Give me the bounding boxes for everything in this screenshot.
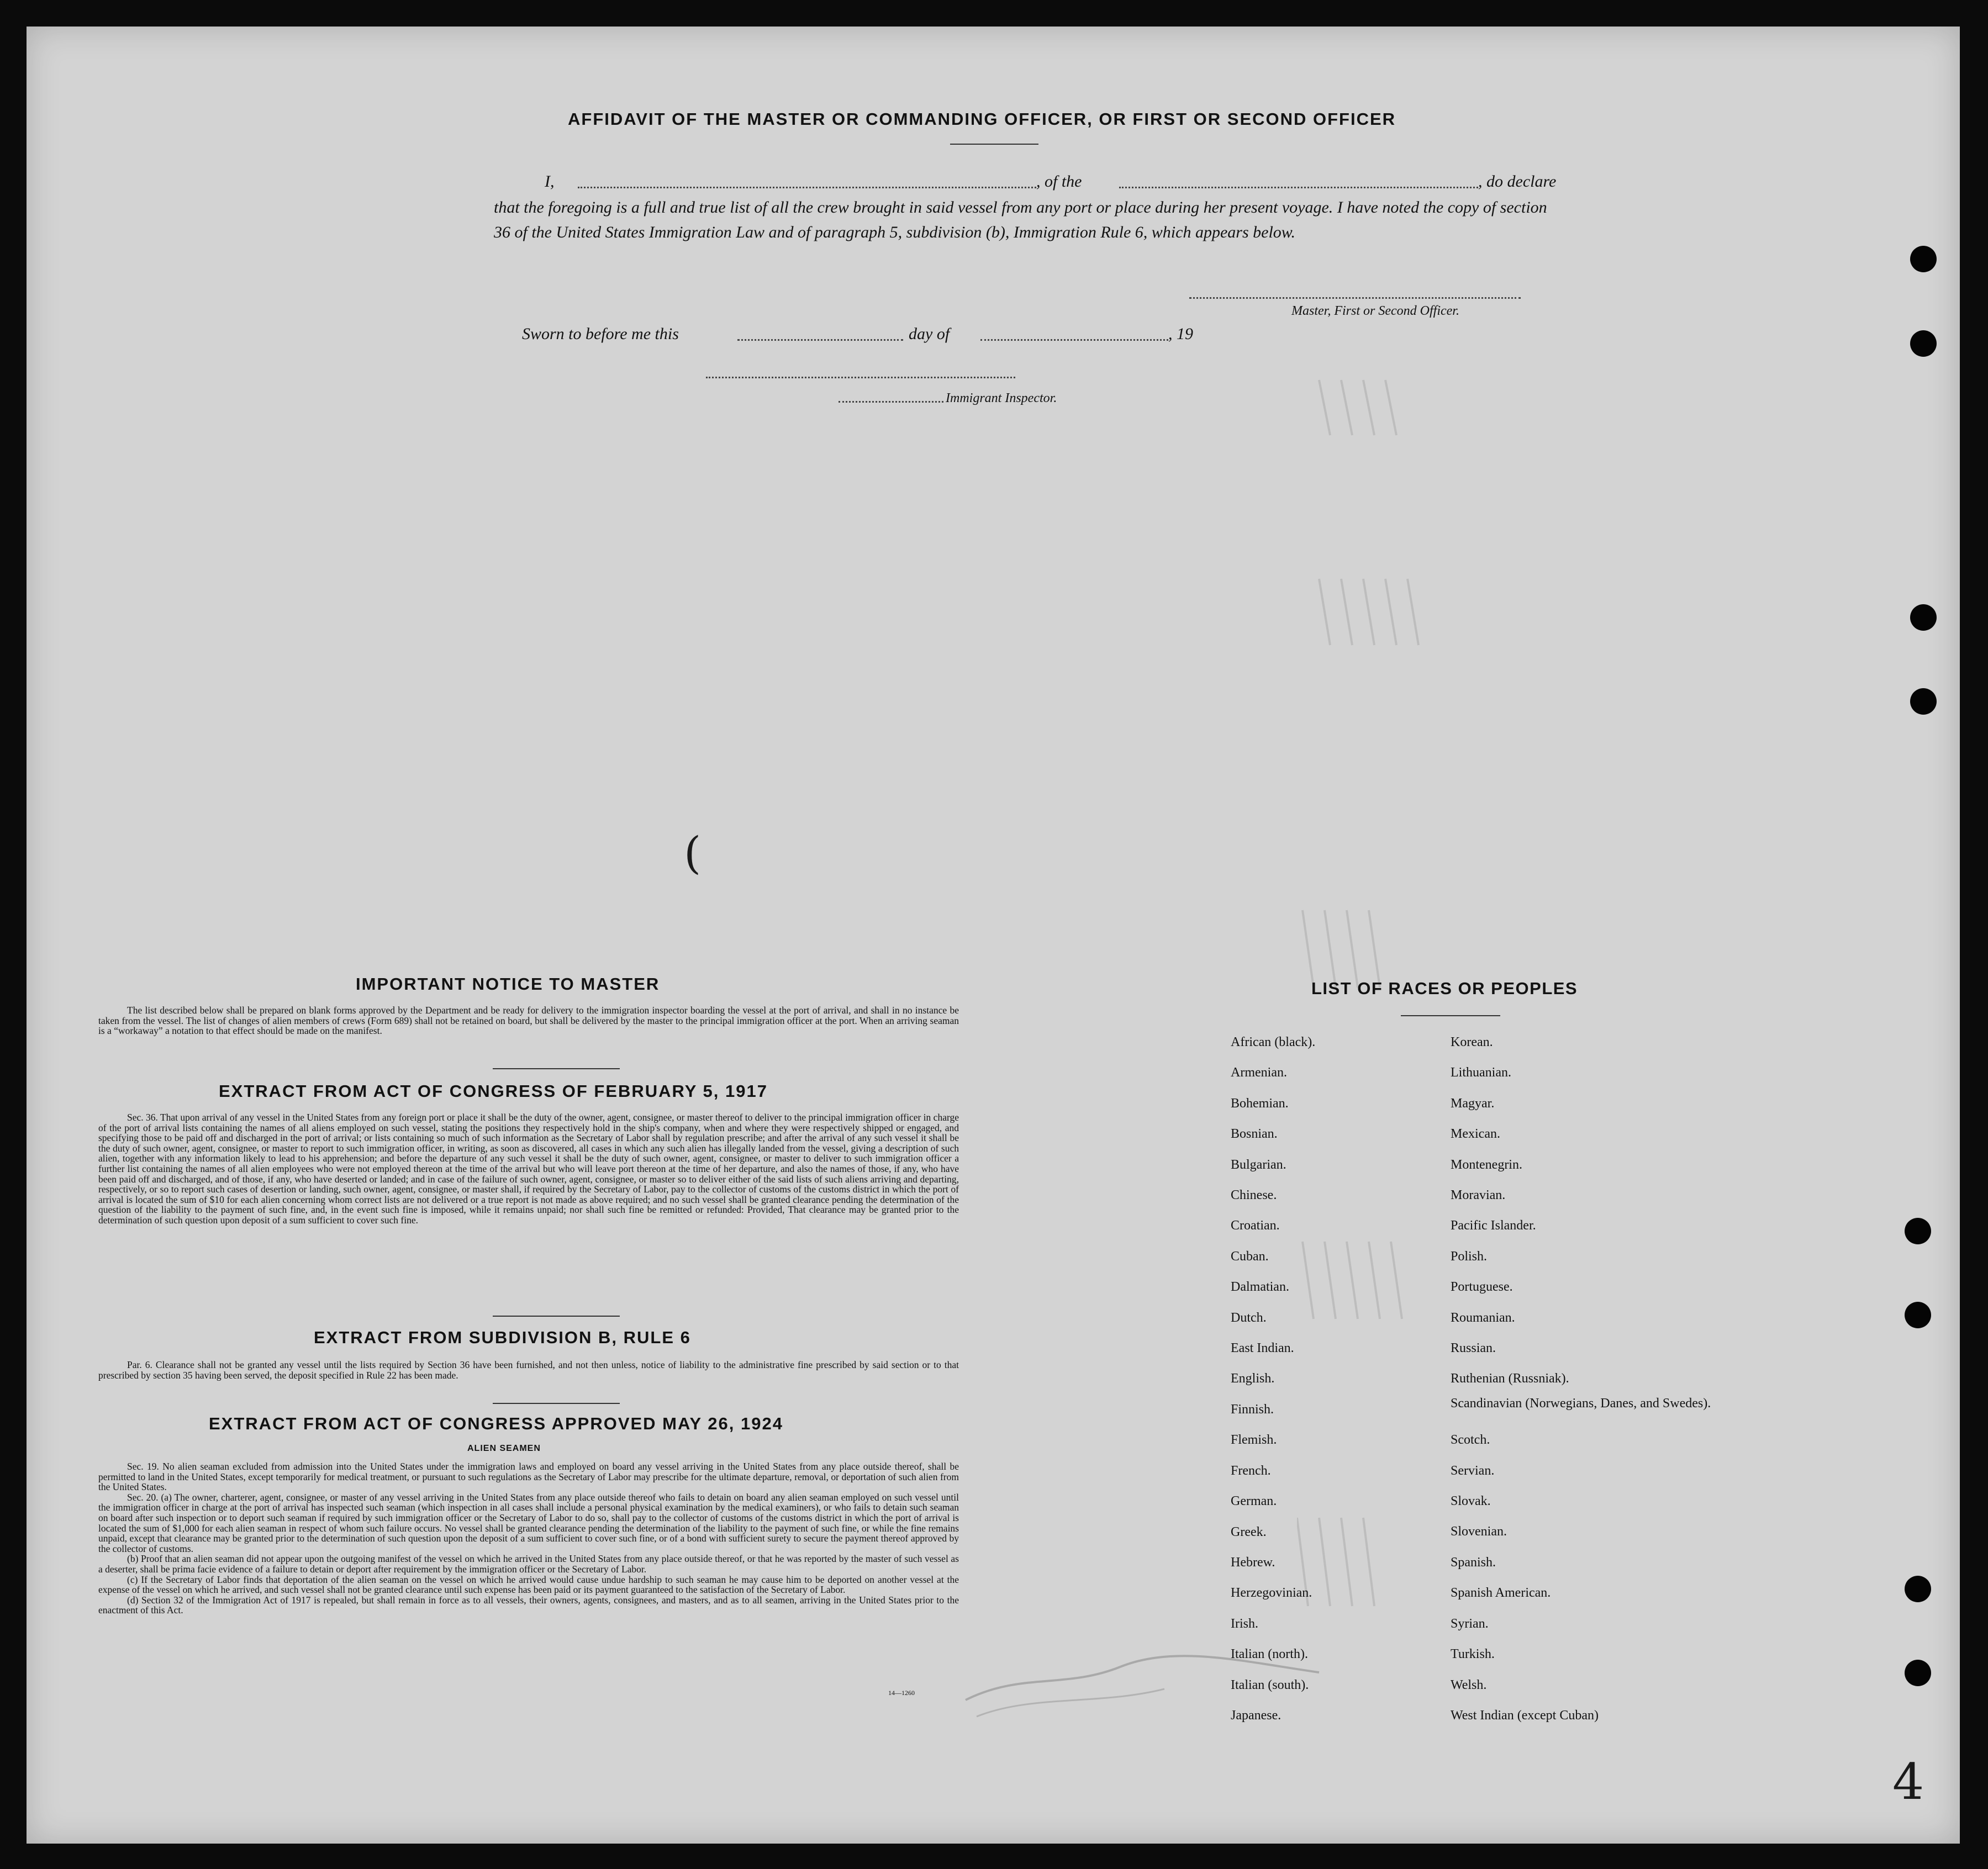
race-item: East Indian. [1231, 1341, 1294, 1356]
race-item: Ruthenian (Russniak). [1451, 1371, 1569, 1386]
race-item: Italian (north). [1231, 1647, 1308, 1662]
sworn-month-field[interactable] [980, 339, 1168, 341]
form-number: 14—1260 [888, 1689, 915, 1697]
race-item: Finnish. [1231, 1402, 1274, 1417]
binder-hole [1910, 688, 1937, 715]
race-item: Herzegovinian. [1231, 1586, 1312, 1601]
race-item: African (black). [1231, 1035, 1316, 1049]
sworn-prefix: Sworn to before me this [522, 325, 679, 343]
race-item: Scotch. [1451, 1433, 1490, 1448]
race-item: Chinese. [1231, 1188, 1277, 1203]
race-item: Slovenian. [1451, 1524, 1507, 1539]
race-item: Bohemian. [1231, 1096, 1289, 1111]
race-item: West Indian (except Cuban) [1451, 1708, 1599, 1723]
race-item: Scandinavian (Norwegians, Danes, and Swedes). [1451, 1396, 1711, 1411]
sworn-day-field[interactable] [737, 339, 903, 341]
extract-1917-rule [493, 1316, 620, 1317]
master-signature-label: Master, First or Second Officer. [1291, 304, 1459, 318]
inspector-signature-leader [839, 401, 943, 403]
inspector-label: Immigrant Inspector. [946, 391, 1057, 405]
race-item: Slovak. [1451, 1494, 1491, 1509]
binder-hole [1910, 330, 1937, 357]
extract-rule6-title: EXTRACT FROM SUBDIVISION B, RULE 6 [314, 1328, 691, 1347]
race-item: Lithuanian. [1451, 1065, 1511, 1080]
affidavit-line-1 [545, 172, 1589, 194]
pencil-mark: ( [684, 827, 702, 879]
race-item: Bosnian. [1231, 1127, 1278, 1142]
race-item: Flemish. [1231, 1433, 1277, 1448]
race-item: Dutch. [1231, 1310, 1267, 1325]
race-item: Turkish. [1451, 1647, 1495, 1662]
race-item: Mexican. [1451, 1127, 1500, 1142]
master-signature-line[interactable] [1189, 297, 1521, 299]
race-item: Korean. [1451, 1035, 1493, 1049]
race-item: Armenian. [1231, 1065, 1287, 1080]
race-item: Magyar. [1451, 1096, 1495, 1111]
affidavit-title: AFFIDAVIT OF THE MASTER OR COMMANDING OFFICER, OR FIRST OR SECOND OFFICER [568, 109, 1396, 129]
binder-hole [1905, 1660, 1931, 1686]
sworn-day-of: day of [909, 325, 950, 343]
race-item: French. [1231, 1463, 1271, 1478]
notice-title: IMPORTANT NOTICE TO MASTER [356, 974, 660, 994]
extract-rule6-rule [493, 1403, 620, 1404]
extract-1917-text: Sec. 36. That upon arrival of any vessel in the United States from any foreign port or place it shall be the duty of the owner, agent, consignee, or master thereof to deliver to the principal immigration officer in charge of the port of arrival lists containing the names of all aliens employed on such vessel, stating the positions they respectively hold in the ship's company, when and where they were respectively shipped or engaged, and specifying those to be paid off and discharged in the port of arrival; or lists containing so much of such information as the Secretary of Labor shall by regulation prescribe; and after the arrival of any such vessel it shall be the duty of such owner, agent, consignee, or master to report to such immigration officer, in writing, as soon as discovered, all cases in which any such alien has illegally landed from the vessel, giving a description of such alien, together with any information likely to lead to his apprehension; and before the departure of any such vessel it shall be the duty of such owner, agent, consignee, or master to deliver to such immigration officer a further list containing the names of all alien employees who were not employed thereon at the time of the arrival but who will leave port thereon at the time of her departure, and also the names of those, if any, who have been paid off and discharged, and of those, if any, who have deserted or landed; and in case of the failure of such owner, agent, consignee, or master so to deliver either of the said lists of such aliens arriving and departing, respectively, or so to report such cases of desertion or landing, such owner, agent, consignee, or master shall, if required by the Secretary of Labor, pay to the collector of customs of the customs district in which the port of arrival is located the sum of $10 for each alien concerning whom correct lists are not delivered or a true report is not made as above required; and no such vessel shall be granted clearance pending the determination of the question of the liability to the payment of such fine, and, in the event such fine is imposed, while it remains unpaid; nor shall such fine be remitted or refunded: Provided, That clearance may be granted prior to the determination of such question upon deposit of a sum sufficient to cover such fine. [98, 1112, 959, 1226]
race-item: Hebrew. [1231, 1555, 1275, 1570]
affidavit-title-rule [950, 144, 1038, 145]
affidavit-of-the: , of the [1036, 172, 1082, 191]
race-item: Dalmatian. [1231, 1280, 1289, 1295]
race-item: Portuguese. [1451, 1280, 1513, 1295]
race-item: Welsh. [1451, 1677, 1487, 1692]
race-item: Polish. [1451, 1249, 1488, 1264]
race-item: Moravian. [1451, 1188, 1506, 1203]
extract-1924-sec20c: (c) If the Secretary of Labor finds that deportation of the alien seaman on the vessel on which he arrived would cause undue hardship to such seaman he may cause him to be deported on another vessel at the expense of the vessel on which he arrived, and such vessel shall not be granted clearance until such expense has been paid or its payment guaranteed to the satisfaction of the Secretary of Labor. [98, 1574, 959, 1596]
sworn-line [522, 325, 1240, 347]
race-item: Pacific Islander. [1451, 1218, 1536, 1233]
race-item: Roumanian. [1451, 1310, 1515, 1325]
race-item: Bulgarian. [1231, 1157, 1286, 1172]
race-item: English. [1231, 1371, 1275, 1386]
race-item: Irish. [1231, 1616, 1258, 1631]
binder-hole [1910, 246, 1937, 272]
extract-1924-sec19: Sec. 19. No alien seaman excluded from admission into the United States under the immigration laws and employed on board any vessel arriving in the United States from any place outside thereof, shall be permitted to land in the United States, except temporarily for medical treatment, or pursuant to such regulations as the Secretary of Labor may prescribe for the ultimate departure, removal, or deportation of such alien from the United States. [98, 1461, 959, 1493]
binder-hole [1910, 604, 1937, 631]
race-item: Italian (south). [1231, 1677, 1309, 1692]
extract-1924-sec20d: (d) Section 32 of the Immigration Act of 1917 is repealed, but shall remain in force as to all vessels, their owners, agents, consignees, and masters, and as to all seamen, arriving in the United States prior to the enactment of this Act. [98, 1594, 959, 1616]
binder-hole [1905, 1302, 1931, 1328]
races-left-column [1231, 1027, 1315, 1731]
races-rule [1401, 1015, 1500, 1016]
affidavit-body: that the foregoing is a full and true list of all the crew brought in said vessel from any port or place during her present voyage. I have noted the copy of section 36 of the United States Immigration Law and of paragraph 5, subdivision (b), Immigration Rule 6, which appears below. [494, 198, 1547, 241]
race-item: Syrian. [1451, 1616, 1489, 1631]
notice-text: The list described below shall be prepared on blank forms approved by the Department and be ready for delivery to the immigration inspector boarding the vessel at the port of arrival, and shall in no instance be taken from the vessel. The list of changes of alien members of crews (Form 689) shall not be retained on board, but shall be delivered by the master to the principal immigration officer at the port. When an arriving seaman is a “workaway” a notation to that effect should be made on the manifest. [98, 1005, 959, 1037]
race-item: Spanish American. [1451, 1586, 1551, 1601]
extract-rule6-text: Par. 6. Clearance shall not be granted any vessel until the lists required by Section 36 have been furnished, and not then unless, notice of liability to the administrative fine prescribed by said section or to that prescribed by section 35 having been served, the deposit specified in Rule 22 has been made. [98, 1359, 959, 1381]
binder-hole [1905, 1218, 1931, 1244]
inspector-signature-line[interactable] [706, 377, 1015, 378]
races-title: LIST OF RACES OR PEOPLES [1311, 979, 1578, 998]
master-name-field[interactable] [578, 187, 1036, 188]
race-item: Spanish. [1451, 1555, 1496, 1570]
race-item: Servian. [1451, 1463, 1495, 1478]
binder-hole [1905, 1576, 1931, 1602]
extract-1924-title: EXTRACT FROM ACT OF CONGRESS APPROVED MAY 26, 1924 [209, 1414, 783, 1433]
race-item: German. [1231, 1494, 1277, 1509]
race-item: Japanese. [1231, 1708, 1282, 1723]
sworn-year-prefix: , 19 [1168, 325, 1193, 343]
show-through-marks [1297, 358, 1463, 1683]
extract-1924-sec20b: (b) Proof that an alien seaman did not appear upon the outgoing manifest of the vessel on which he arrived in the United States from any place outside thereof, or that he was reported by the master of such vessel as a deserter, shall be prima facie evidence of a failure to detain or deport after requirement by the immigration officer or the Secretary of Labor. [98, 1553, 959, 1575]
race-item: Croatian. [1231, 1218, 1280, 1233]
document-sheet [27, 27, 1960, 1844]
extract-1917-title: EXTRACT FROM ACT OF CONGRESS OF FEBRUARY 5, 1917 [219, 1081, 768, 1101]
race-item: Cuban. [1231, 1249, 1269, 1264]
extract-1924-text [98, 1461, 959, 1615]
extract-1924-subtitle: ALIEN SEAMEN [467, 1444, 541, 1453]
affidavit-do-declare: , do declare [1478, 172, 1557, 191]
races-right-column [1451, 1027, 1711, 1731]
notice-rule [493, 1068, 620, 1069]
race-item: Greek. [1231, 1524, 1267, 1539]
race-item: Montenegrin. [1451, 1157, 1522, 1172]
race-item: Russian. [1451, 1341, 1496, 1356]
extract-1924-sec20a: Sec. 20. (a) The owner, charterer, agent, consignee, or master of any vessel arriving in the United States from any place outside thereof who fails to detain on board any alien seaman employed on such vessel until the immigration officer in charge at the port of arrival has inspected such seaman (which inspection in all cases shall include a personal physical examination by the medical examiners), or who fails to detain such seaman on board after such inspection or to deport such seaman if required by such immigration officer or the Secretary of Labor to do so, shall pay to the collector of customs of the customs district in which the port of arrival is located the sum of $1,000 for each alien seaman in respect of whom such failure occurs. No vessel shall be granted clearance pending the determination of the liability to the payment of such fine, or while the fine remains unpaid, except that clearance may be granted prior to the determination of such question upon the deposit of a sum sufficient to cover such fine, or of a bond with sufficient surety to secure the payment thereof approved by the collector of customs. [98, 1491, 959, 1554]
vessel-name-field[interactable] [1119, 187, 1478, 188]
page-mark: 4 [1892, 1753, 1924, 1811]
affidavit-i-label: I, [545, 172, 555, 191]
